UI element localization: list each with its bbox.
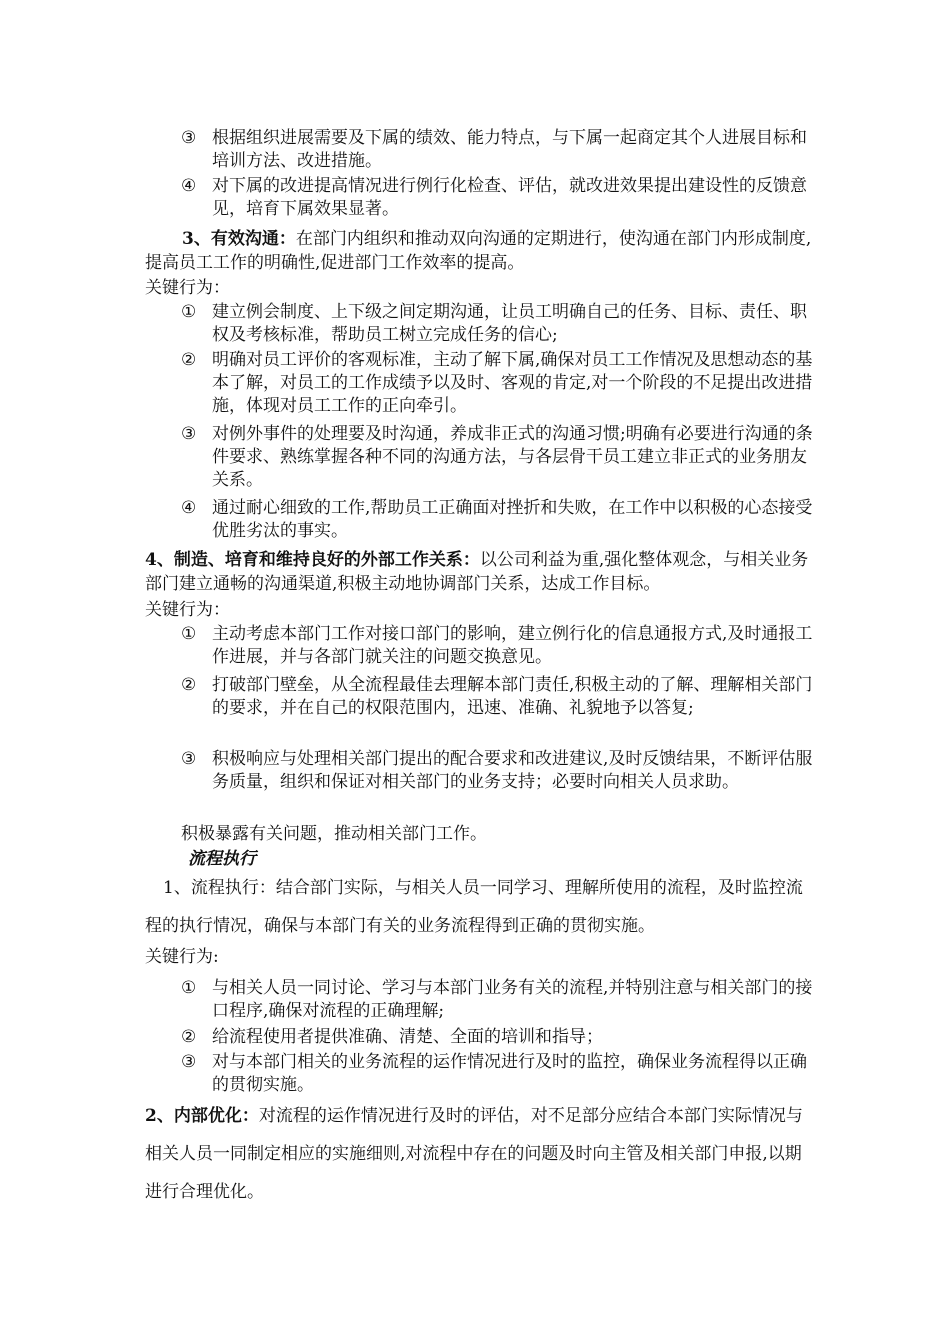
list-item xyxy=(181,1051,813,1097)
list-item xyxy=(181,127,813,173)
item-number: ① xyxy=(181,302,197,322)
item-text: 明确对员工评价的客观标准，主动了解下属,确保对员工工作情况及思想动态的基本了解，对员工的工作成绩予以及时、客观的肯定,对一个阶段的不足提出改进措施，体现对员工工作的正向牵引。 xyxy=(212,350,813,416)
item-number: ① xyxy=(181,978,197,998)
item-number: ③ xyxy=(181,128,197,148)
item-text: 打破部门壁垒，从全流程最佳去理解本部门责任,积极主动的了解、理解相关部门的要求，并在自己的权限范围内，迅速、准确、礼貌地予以答复; xyxy=(212,675,813,718)
item-number: ② xyxy=(181,350,197,370)
key-behaviors-label: 关键行为： xyxy=(145,278,230,298)
section-paragraph xyxy=(145,548,813,596)
list-item xyxy=(181,301,813,347)
section-heading: 2、内部优化： xyxy=(145,1106,259,1126)
list-item xyxy=(181,175,813,221)
item-number: ④ xyxy=(181,498,197,518)
list-item xyxy=(181,748,813,794)
item-text: 对例外事件的处理要及时沟通，养成非正式的沟通习惯;明确有必要进行沟通的条件要求、熟练掌握各种不同的沟通方法，与各层骨干员工建立非正式的业务朋友关系。 xyxy=(212,424,813,490)
list-item xyxy=(181,423,813,492)
list-item xyxy=(181,977,813,1023)
list-item xyxy=(181,349,813,418)
list-item xyxy=(181,623,813,669)
subsection-title: 流程执行 xyxy=(188,849,256,869)
flow-paragraph-2 xyxy=(145,1097,813,1211)
section-heading: 3、有效沟通： xyxy=(182,229,296,249)
item-number: ① xyxy=(181,624,197,644)
item-text: 对与本部门相关的业务流程的运作情况进行及时的监控，确保业务流程得以正确的贯彻实施。 xyxy=(212,1052,807,1095)
flow-paragraph-1: 1、流程执行：结合部门实际，与相关人员一同学习、理解所使用的流程，及时监控流程的执行情况，确保与本部门有关的业务流程得到正确的贯彻实施。 xyxy=(145,878,803,936)
item-number: ③ xyxy=(181,1052,197,1072)
section-heading: 4、制造、培育和维持良好的外部工作关系： xyxy=(145,550,480,570)
item-number: ③ xyxy=(181,749,197,769)
key-behaviors-label: 关键行为: xyxy=(145,947,219,967)
item-text: 根据组织进展需要及下属的绩效、能力特点，与下属一起商定其个人进展目标和培训方法、改进措施。 xyxy=(212,128,807,171)
item-text: 通过耐心细致的工作,帮助员工正确面对挫折和失败，在工作中以积极的心态接受优胜劣汰的事实。 xyxy=(212,498,813,541)
item-text: 给流程使用者提供准确、清楚、全面的培训和指导； xyxy=(212,1027,603,1047)
list-item xyxy=(181,1026,813,1049)
item-number: ② xyxy=(181,1027,197,1047)
key-behaviors-label: 关键行为： xyxy=(145,600,230,620)
list-item xyxy=(181,497,813,543)
item-text: 主动考虑本部门工作对接口部门的影响，建立例行化的信息通报方式,及时通报工作进展，并与各部门就关注的问题交换意见。 xyxy=(212,624,813,667)
section-description: 对流程的运作情况进行及时的评估，对不足部分应结合本部门实际情况与相关人员一同制定相应的实施细则,对流程中存在的问题及时向主管及相关部门申报,以期进行合理优化。 xyxy=(145,1106,803,1202)
section-description: 以公司利益为重,强化整体观念，与相关业务部门建立通畅的沟通渠道,积极主动地协调部门关系，达成工作目标。 xyxy=(145,550,809,594)
item-text: 对下属的改进提高情况进行例行化检查、评估，就改进效果提出建设性的反馈意见，培育下属效果显著。 xyxy=(212,176,807,219)
item-text: 与相关人员一同讨论、学习与本部门业务有关的流程,并特别注意与相关部门的接口程序,确保对流程的正确理解; xyxy=(212,978,813,1021)
item-text: 积极响应与处理相关部门提出的配合要求和改进建议,及时反馈结果，不断评估服务质量，组织和保证对相关部门的业务支持；必要时向相关人员求助。 xyxy=(212,749,813,792)
list-item xyxy=(181,674,813,720)
section-description: 在部门内组织和推动双向沟通的定期进行，使沟通在部门内形成制度,提高员工工作的明确性,促进部门工作效率的提高。 xyxy=(145,229,812,273)
extra-line: 积极暴露有关问题，推动相关部门工作。 xyxy=(181,824,487,844)
item-number: ③ xyxy=(181,424,197,444)
item-number: ② xyxy=(181,675,197,695)
item-number: ④ xyxy=(181,176,197,196)
item-text: 建立例会制度、上下级之间定期沟通，让员工明确自己的任务、目标、责任、职权及考核标准，帮助员工树立完成任务的信心; xyxy=(212,302,807,345)
section-paragraph xyxy=(145,227,813,275)
